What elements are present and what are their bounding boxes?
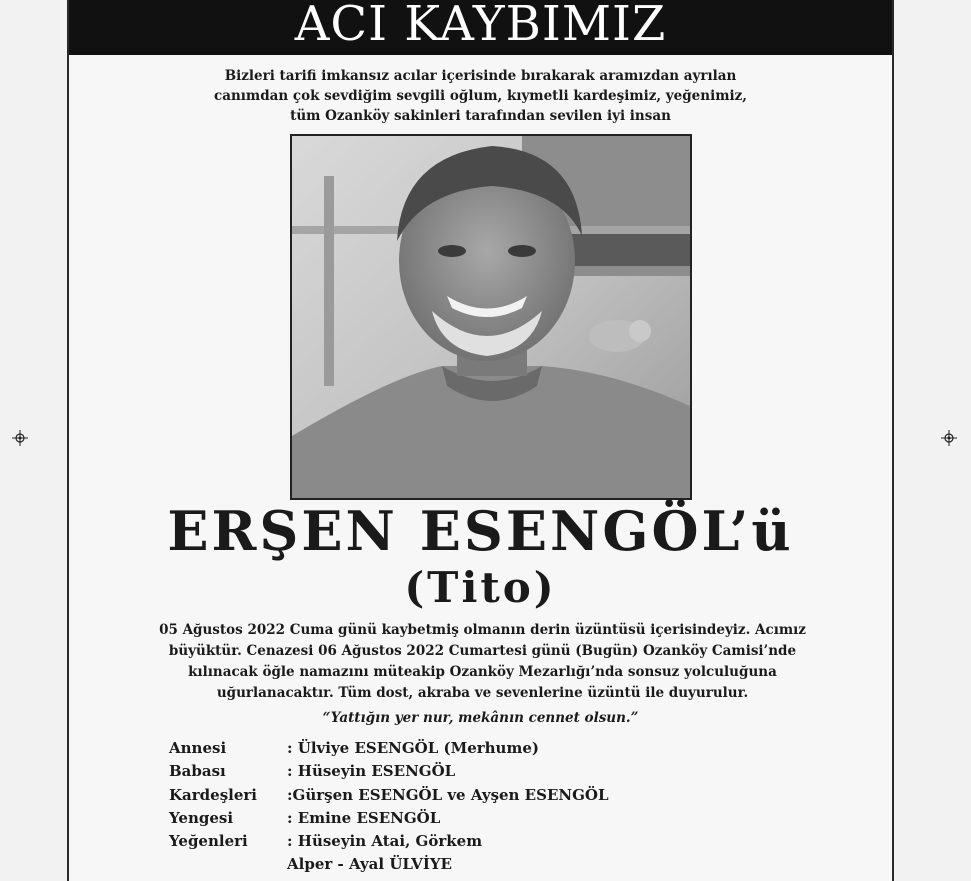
message-line: kılınacak öğle namazını müteakip Ozanköy Mezarlığı’nda sonsuz yolculuğuna <box>188 664 777 680</box>
obituary-notice <box>67 0 894 881</box>
deceased-name: ERŞEN ESENGÖL’ü <box>167 499 794 563</box>
family-value <box>287 807 869 830</box>
portrait-photo <box>290 134 692 500</box>
intro-line: Bizleri tarifi imkansız acılar içerisinde bırakarak aramızdan ayrılan <box>224 68 737 84</box>
page-title: ACI KAYBIMIZ <box>69 0 892 55</box>
deceased-nickname: (Tito) <box>404 563 557 612</box>
family-list <box>169 737 869 877</box>
family-label: Babası <box>169 762 226 781</box>
crosshair-icon <box>941 430 957 446</box>
family-name: Hüseyin Atai, Görkem <box>297 832 483 851</box>
message-line: 05 Ağustos 2022 Cuma günü kaybetmiş olmanın derin üzüntüsü içerisindeyiz. Acımız <box>159 622 806 638</box>
family-row <box>169 807 869 830</box>
intro-line: canımdan çok sevdiğim sevgili oğlum, kıymetli kardeşimiz, yeğenimiz, <box>214 88 747 104</box>
family-row <box>169 737 869 760</box>
family-row <box>169 853 869 876</box>
memorial-quote: “Yattığın yer nur, mekânın cennet olsun.” <box>322 710 639 726</box>
family-value <box>287 830 869 853</box>
family-separator: : <box>287 785 293 804</box>
family-name: Hüseyin ESENGÖL <box>297 762 456 781</box>
family-name: Gürşen ESENGÖL ve Ayşen ESENGÖL <box>292 785 609 804</box>
funeral-announcement <box>89 620 876 704</box>
family-label: Kardeşleri <box>169 785 257 804</box>
family-name: Alper - Ayal ÜLVİYE <box>287 855 452 874</box>
crosshair-icon <box>12 430 28 446</box>
family-label: Yeğenleri <box>169 832 248 851</box>
family-value <box>287 760 869 783</box>
family-value <box>287 784 869 807</box>
family-row <box>169 830 869 853</box>
family-label <box>169 853 287 876</box>
family-value <box>287 737 869 760</box>
intro-line: tüm Ozanköy sakinleri tarafından sevilen iyi insan <box>290 108 671 124</box>
message-line: büyüktür. Cenazesi 06 Ağustos 2022 Cumartesi günü (Bugün) Ozanköy Camisi’nde <box>168 643 797 659</box>
intro-text <box>69 66 892 126</box>
family-separator: : <box>287 762 298 781</box>
family-name: Ülviye ESENGÖL (Merhume) <box>297 739 539 757</box>
family-row <box>169 760 869 783</box>
message-line: uğurlanacaktır. Tüm dost, akraba ve sevenlerine üzüntü ile duyurulur. <box>216 685 749 701</box>
family-name: Emine ESENGÖL <box>297 808 441 827</box>
family-label: Annesi <box>169 739 227 757</box>
family-separator: : <box>287 739 298 757</box>
family-row <box>169 784 869 807</box>
family-separator: : <box>287 808 298 827</box>
family-separator: : <box>287 832 298 851</box>
family-value <box>287 853 869 876</box>
family-label: Yengesi <box>169 808 234 827</box>
